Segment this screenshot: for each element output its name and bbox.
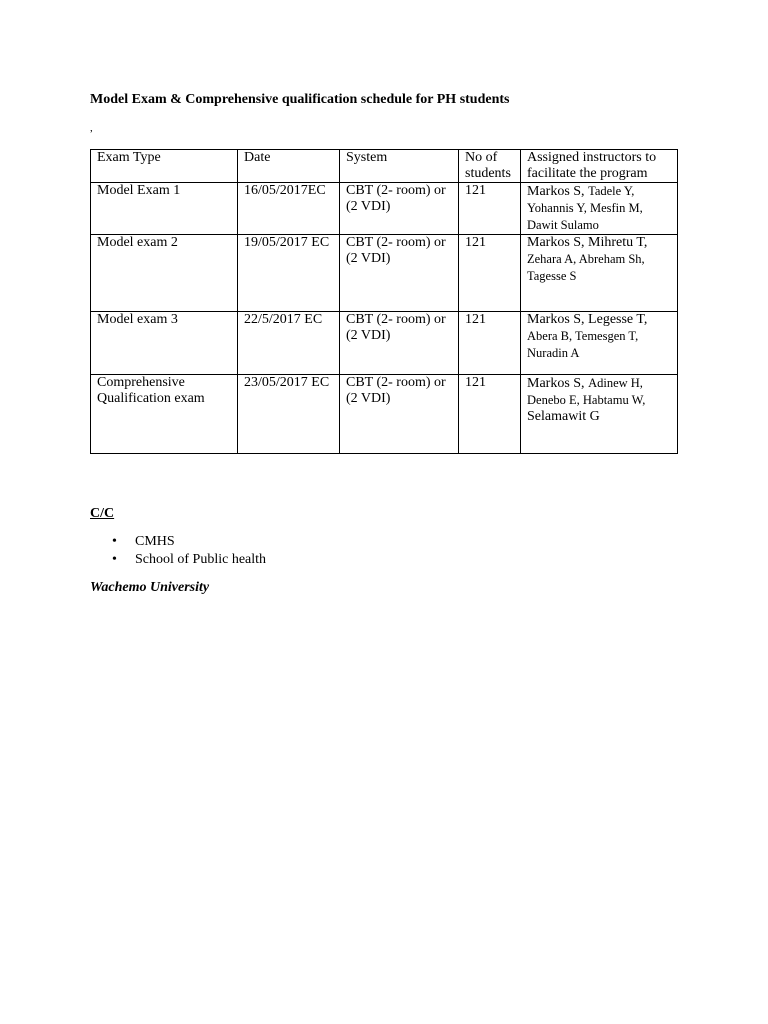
schedule-table [90, 149, 678, 454]
instructor-lead: Markos S, Legesse T, [527, 312, 648, 327]
instructor-others: Abera B, Temesgen T, Nuradin A [527, 329, 639, 360]
students-cell: 121 [459, 375, 521, 454]
date-cell: 16/05/2017EC [238, 183, 340, 235]
header-date: Date [238, 150, 340, 183]
students-cell: 121 [459, 312, 521, 375]
instructors-cell [521, 235, 678, 312]
bullet-icon: • [112, 534, 117, 549]
stray-comma: , [90, 122, 93, 134]
instructor-lead: Markos S, [527, 376, 585, 391]
table-row [91, 375, 678, 454]
instructor-others: Tadele Y, Yohannis Y, Mesfin M, Dawit Sulamo [527, 184, 643, 232]
exam-type-cell: Model exam 3 [91, 312, 238, 375]
system-cell: CBT (2- room) or (2 VDI) [340, 312, 459, 375]
instructor-others: Adinew H, Denebo E, Habtamu W, [527, 376, 646, 407]
header-exam-type: Exam Type [91, 150, 238, 183]
exam-type-cell: Model exam 2 [91, 235, 238, 312]
instructor-last: Selamawit G [527, 409, 600, 424]
instructor-others: Zehara A, Abreham Sh, Tagesse S [527, 252, 645, 283]
students-cell: 121 [459, 183, 521, 235]
table-row [91, 235, 678, 312]
header-system: System [340, 150, 459, 183]
instructor-lead: Markos S, Mihretu T, [527, 235, 648, 250]
cc-heading: C/C [90, 506, 115, 521]
cc-recipient: CMHS [135, 534, 175, 549]
system-cell: CBT (2- room) or (2 VDI) [340, 235, 459, 312]
instructor-lead: Markos S, [527, 184, 585, 199]
cc-list [90, 533, 266, 569]
table-row [91, 183, 678, 235]
system-cell: CBT (2- room) or (2 VDI) [340, 183, 459, 235]
list-item [90, 551, 266, 569]
cc-recipient: School of Public health [135, 552, 267, 567]
page-title: Model Exam & Comprehensive qualification schedule for PH students [90, 92, 510, 107]
exam-type-cell: Model Exam 1 [91, 183, 238, 235]
signature-university: Wachemo University [90, 580, 210, 595]
date-cell: 22/5/2017 EC [238, 312, 340, 375]
system-cell: CBT (2- room) or (2 VDI) [340, 375, 459, 454]
instructors-cell [521, 312, 678, 375]
table-header-row [91, 150, 678, 183]
date-cell: 19/05/2017 EC [238, 235, 340, 312]
table-row [91, 312, 678, 375]
header-assigned-instructors: Assigned instructors to facilitate the program [521, 150, 678, 183]
instructors-cell [521, 375, 678, 454]
exam-type-cell: Comprehensive Qualification exam [91, 375, 238, 454]
date-cell: 23/05/2017 EC [238, 375, 340, 454]
list-item [90, 533, 266, 551]
header-no-of-students: No of students [459, 150, 521, 183]
bullet-icon: • [112, 552, 117, 567]
students-cell: 121 [459, 235, 521, 312]
instructors-cell [521, 183, 678, 235]
